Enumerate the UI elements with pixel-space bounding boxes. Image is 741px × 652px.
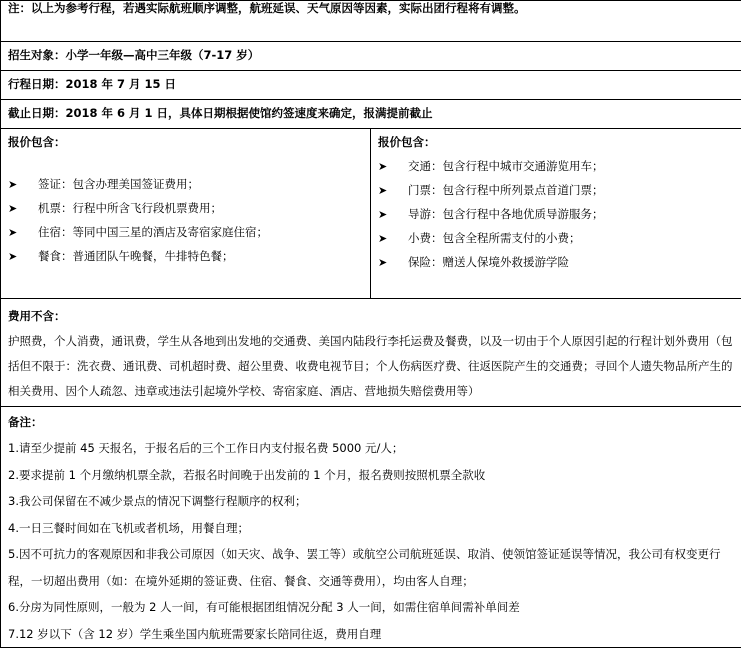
arrow-bullet-icon: ➤	[8, 177, 18, 191]
target-row	[1, 42, 741, 71]
arrow-bullet-icon: ➤	[378, 231, 388, 245]
includes-left-list	[8, 177, 363, 273]
note-text: 注：以上为参考行程，若遇实际航班顺序调整，航班延误、天气原因等因素，实际出团行程将有调整。	[1, 1, 741, 42]
list-item	[8, 225, 363, 249]
note-item: 4.一日三餐时间如在飞机或者机场，用餐自理；	[8, 520, 249, 535]
item-label: 小费：	[408, 230, 443, 245]
item-label: 机票：	[38, 200, 73, 215]
list-item	[378, 183, 734, 207]
item-label: 导游：	[408, 206, 443, 221]
notes-list	[8, 435, 734, 647]
arrow-bullet-icon: ➤	[8, 249, 18, 263]
notes-cell	[1, 407, 741, 648]
arrow-bullet-icon: ➤	[8, 225, 18, 239]
item-text: 包含行程中所列景点首道门票；	[442, 182, 604, 197]
deadline-row	[1, 100, 741, 129]
list-item	[378, 255, 734, 279]
includes-right-title: 报价包含：	[378, 135, 436, 149]
item-text: 普通团队午晚餐，牛排特色餐；	[72, 248, 234, 263]
item-text: 包含办理美国签证费用；	[72, 176, 199, 191]
excludes-row	[1, 299, 741, 407]
note-item: 1.请至少提前 45 天报名，于报名后的三个工作日内支付报名费 5000 元/人；	[8, 441, 404, 455]
trip-date-text: 行程日期：2018 年 7 月 15 日	[8, 77, 177, 91]
arrow-bullet-icon: ➤	[378, 159, 388, 173]
note-row	[1, 1, 741, 42]
includes-left-title: 报价包含：	[8, 135, 66, 149]
list-item	[8, 177, 363, 201]
note-item: 3.我公司保留在不减少景点的情况下调整行程顺序的权利；	[8, 494, 307, 508]
item-text: 等同中国三星的酒店及寄宿家庭住宿；	[72, 224, 268, 239]
item-text: 包含全程所需支付的小费；	[442, 230, 581, 245]
item-label: 签证：	[38, 176, 73, 191]
item-text: 包含行程中各地优质导游服务；	[442, 206, 604, 221]
note-item: 5.因不可抗力的客观原因和非我公司原因（如天灾、战争、罢工等）或航空公司航班延误、取消、使领馆签证延误等情况，我公司有权变更行程，一切超出费用（如：在境外延期的签证费、住宿、餐食、交通等费用），均由客人自理；	[8, 547, 721, 588]
list-item	[8, 201, 363, 225]
notes-row	[1, 407, 741, 648]
item-label: 餐食：	[38, 248, 73, 263]
note-item: 7.12 岁以下（含 12 岁）学生乘坐国内航班需要家长陪同往返，费用自理	[8, 626, 382, 641]
item-label: 交通：	[408, 158, 443, 173]
deadline-text: 截止日期：2018 年 6 月 1 日，具体日期根据使馆约签速度来确定，报满提前截止	[8, 106, 433, 120]
excludes-title: 费用不含：	[8, 309, 66, 323]
item-text: 包含行程中城市交通游览用车；	[442, 158, 604, 173]
includes-right-list	[378, 159, 734, 279]
trip-date-row	[1, 71, 741, 100]
note-item: 2.要求提前 1 个月缴纳机票全款，若报名时间晚于出发前的 1 个月，报名费则按照机票全款收	[8, 467, 486, 482]
notes-title: 备注：	[8, 415, 43, 429]
arrow-bullet-icon: ➤	[378, 255, 388, 269]
arrow-bullet-icon: ➤	[8, 201, 18, 215]
list-item	[378, 207, 734, 231]
item-label: 保险：	[408, 254, 443, 269]
includes-left-cell	[1, 129, 371, 299]
includes-right-cell	[371, 129, 741, 299]
item-label: 住宿：	[38, 224, 73, 239]
target-text: 招生对象：小学一年级—高中三年级（7-17 岁）	[8, 48, 260, 62]
arrow-bullet-icon: ➤	[378, 207, 388, 221]
list-item	[378, 159, 734, 183]
item-text: 行程中所含飞行段机票费用；	[72, 200, 222, 215]
list-item	[8, 249, 363, 273]
item-label: 门票：	[408, 182, 443, 197]
excludes-cell	[1, 299, 741, 407]
note-item: 6.分房为同性原则，一般为 2 人一间，有可能根据团组情况分配 3 人一间，如需住宿单间需补单间差	[8, 600, 520, 614]
excludes-text: 护照费，个人消费，通讯费，学生从各地到出发地的交通费、美国内陆段行李托运费及餐费，以及一切由于个人原因引起的行程计划外费用（包括但不限于：洗衣费、通讯费、司机超时费、超公里费、收费电视节目；个人伤病医疗费、往返医院产生的交通费；寻回个人遗失物品所产生的相关费用、因个人疏忽、违章或违法引起境外学校、寄宿家庭、酒店、营地损失赔偿费用等）	[8, 334, 733, 398]
includes-row	[1, 129, 741, 299]
item-text: 赠送人保境外救援游学险	[442, 254, 569, 269]
arrow-bullet-icon: ➤	[378, 183, 388, 197]
list-item	[378, 231, 734, 255]
